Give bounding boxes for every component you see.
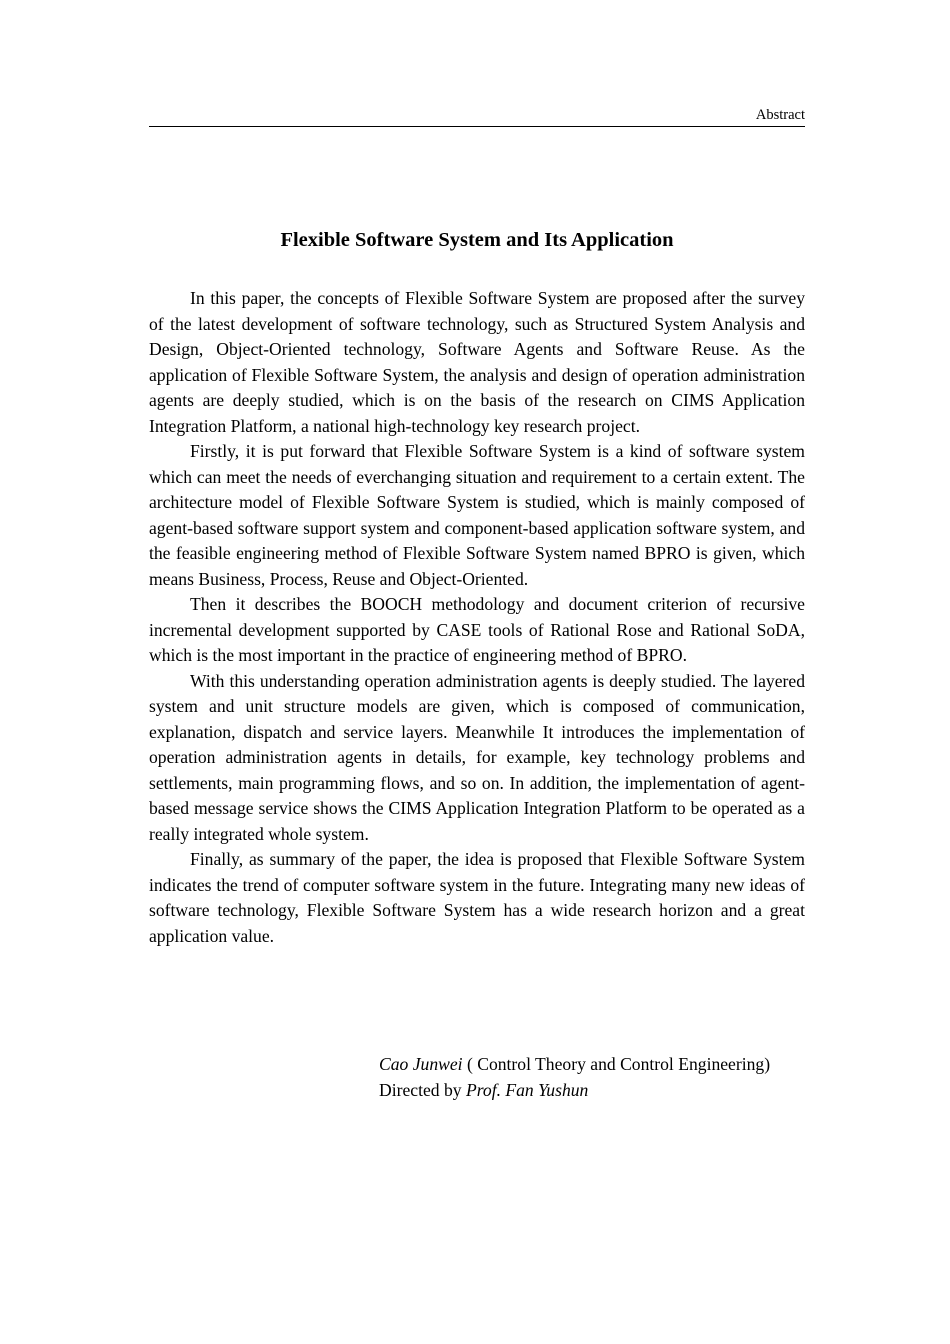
signature-block	[379, 1052, 809, 1103]
paper-title: Flexible Software System and Its Application	[280, 229, 674, 251]
page-header	[149, 105, 805, 127]
abstract-paragraph: With this understanding operation administration agents is deeply studied. The layered system and unit structure models are given, which is composed of communication, explanation, dispatch and service layers. Meanwhile It introduces the implementation of operation administration agents in details, for example, key technology problems and settlements, main programming flows, and so on. In addition, the implementation of agent-based message service shows the CIMS Application Integration Platform to be operated as a really integrated whole system.	[149, 670, 805, 844]
author-discipline: ( Control Theory and Control Engineering)	[462, 1054, 771, 1074]
abstract-body	[149, 286, 805, 949]
abstract-paragraph: Then it describes the BOOCH methodology and document criterion of recursive incremental development supported by CASE tools of Rational Rose and Rational SoDA, which is the most important in the practice of engineering method of BPRO.	[149, 594, 805, 665]
abstract-paragraph: Finally, as summary of the paper, the idea is proposed that Flexible Software System indicates the trend of computer software system in the future. Integrating many new ideas of software technology, Flexible Software System has a wide research horizon and a great application value.	[149, 849, 805, 946]
author-line	[379, 1052, 809, 1078]
header-label: Abstract	[755, 107, 805, 123]
advisor-line	[379, 1078, 809, 1104]
advisor-name: Prof. Fan Yushun	[465, 1079, 589, 1100]
abstract-paragraph: In this paper, the concepts of Flexible Software System are proposed after the survey of the latest development of software technology, such as Structured System Analysis and Design, Object-Oriented technology, Software Agents and Software Reuse. As the application of Flexible Software System, the analysis and design of operation administration agents are deeply studied, which is on the basis of the research on CIMS Application Integration Platform, a national high-technology key research project.	[149, 288, 805, 436]
directed-by-label: Directed by	[379, 1079, 466, 1100]
author-name: Cao Junwei	[379, 1054, 463, 1074]
abstract-paragraph: Firstly, it is put forward that Flexible Software System is a kind of software system which can meet the needs of everchanging situation and requirement to a certain extent. The architecture model of Flexible Software System is studied, which is mainly composed of agent-based software support system and component-based application software system, and the feasible engineering method of Flexible Software System named BPRO is given, which means Business, Process, Reuse and Object-Oriented.	[149, 441, 805, 589]
